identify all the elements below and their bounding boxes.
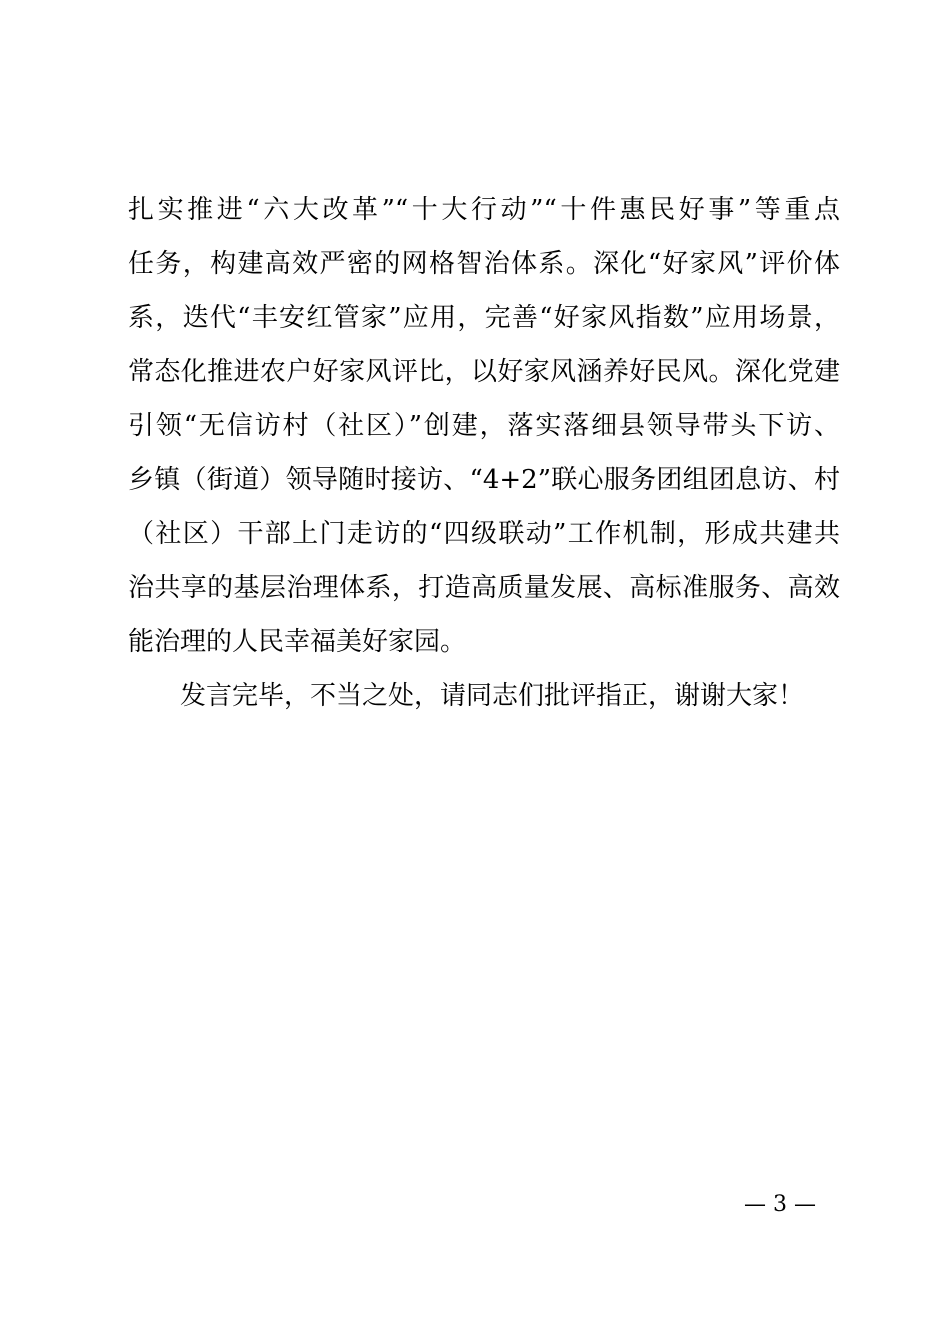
paragraph-line: 治共享的基层治理体系，打造高质量发展、高标准服务、高效: [128, 573, 840, 603]
paragraph-line: 任务，构建高效严密的网格智治体系。深化“好家风”评价体: [128, 249, 840, 279]
paragraph-line: 引领“无信访村（社区）”创建，落实落细县领导带头下访、: [128, 411, 840, 441]
page-number: — 3 —: [744, 1192, 816, 1217]
paragraph-line: （社区）干部上门走访的“四级联动”工作机制，形成共建共: [128, 519, 840, 549]
closing-remark: 发言完毕，不当之处，请同志们批评指正，谢谢大家！: [180, 681, 805, 711]
paragraph-line: 乡镇（街道）领导随时接访、“4+2”联心服务团组团息访、村: [128, 465, 840, 495]
paragraph-line: 扎实推进“六大改革”“十大行动”“十件惠民好事”等重点: [128, 195, 840, 225]
paragraph-1: [128, 183, 840, 669]
document-body: [128, 183, 840, 723]
paragraph-line: 常态化推进农户好家风评比，以好家风涵养好民风。深化党建: [128, 357, 840, 387]
paragraph-line: 能治理的人民幸福美好家园。: [128, 627, 467, 657]
paragraph-line: 系，迭代“丰安红管家”应用，完善“好家风指数”应用场景，: [128, 303, 840, 333]
paragraph-2: [128, 669, 840, 723]
